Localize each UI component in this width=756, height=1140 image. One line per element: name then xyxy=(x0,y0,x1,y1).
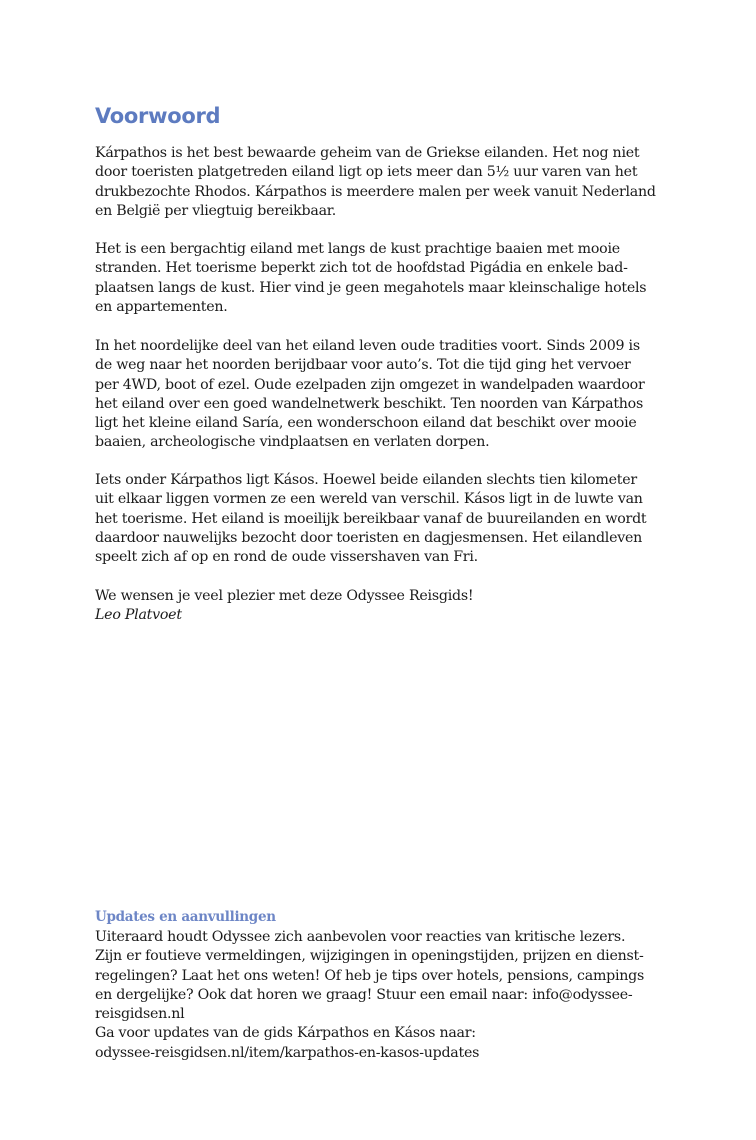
text-line: plaatsen langs de kust. Hier vind je geen megahotels maar kleinschalige hotels xyxy=(95,279,647,296)
updates-url: odyssee-reisgidsen.nl/item/karpathos-en-kasos-updates xyxy=(95,1044,480,1061)
text-line: drukbezochte Rhodos. Kárpathos is meerdere malen per week vanuit Nederland xyxy=(95,183,656,200)
text-line: en appartementen. xyxy=(95,298,228,315)
text-line: per 4WD, boot of ezel. Oude ezelpaden zijn omgezet in wandelpaden waardoor xyxy=(95,376,645,393)
updates-section xyxy=(95,928,644,1063)
text-line: het eiland over een goed wandelnetwerk beschikt. Ten noorden van Kárpathos xyxy=(95,395,644,412)
text-line: het toerisme. Het eiland is moeilijk bereikbaar vanaf de buureilanden en wordt xyxy=(95,510,647,527)
author-signature: Leo Platvoet xyxy=(95,607,182,624)
text-line: stranden. Het toerisme beperkt zich tot de hoofdstad Pigádia en enkele bad- xyxy=(95,260,628,277)
text-line: Uiteraard houdt Odyssee zich aanbevolen voor reacties van kritische lezers. xyxy=(95,929,626,945)
text-line: de weg naar het noorden berijdbaar voor auto’s. Tot die tijd ging het vervoer xyxy=(95,357,631,374)
updates-heading: Updates en aanvullingen xyxy=(95,909,276,925)
page-title: Voorwoord xyxy=(95,104,221,128)
text-line: Het is een bergachtig eiland met langs de kust prachtige baaien met mooie xyxy=(95,241,620,257)
text-line: In het noordelijke deel van het eiland leven oude tradities voort. Sinds 2009 is xyxy=(95,338,640,354)
paragraph-north xyxy=(95,337,645,453)
text-line: en België per vliegtuig bereikbaar. xyxy=(95,202,337,219)
closing-text: We wensen je veel plezier met deze Odyssee Reisgids! xyxy=(95,588,474,604)
paragraph-kasos xyxy=(95,471,646,567)
email-line-continued: reisgidsen.nl xyxy=(95,1006,185,1023)
text-line: Iets onder Kárpathos ligt Kásos. Hoewel beide eilanden slechts tien kilometer xyxy=(95,472,637,488)
text-line: baaien, archeologische vindplaatsen en verlaten dorpen. xyxy=(95,434,490,451)
text-line: daardoor nauwelijks bezocht door toeristen en dagjesmensen. Het eilandleven xyxy=(95,529,643,546)
email-line: en dergelijke? Ook dat horen we graag! Stuur een email naar: info@odyssee- xyxy=(95,986,633,1003)
paragraph-landscape xyxy=(95,240,646,317)
text-line: speelt zich af op en rond de oude vissershaven van Fri. xyxy=(95,549,478,566)
closing-block xyxy=(95,587,473,626)
text-line: Kárpathos is het best bewaarde geheim van de Griekse eilanden. Het nog niet xyxy=(95,145,640,161)
text-line: door toeristen platgetreden eiland ligt op iets meer dan 5½ uur varen van het xyxy=(95,164,638,181)
text-line: ligt het kleine eiland Saría, een wonderschoon eiland dat beschikt over mooie xyxy=(95,415,637,432)
text-line: Ga voor updates van de gids Kárpathos en Kásos naar: xyxy=(95,1025,476,1042)
text-line: regelingen? Laat het ons weten! Of heb je tips over hotels, pensions, campings xyxy=(95,967,645,984)
text-line: uit elkaar liggen vormen ze een wereld van verschil. Kásos ligt in de luwte van xyxy=(95,491,643,508)
paragraph-intro xyxy=(95,144,656,221)
text-line: Zijn er foutieve vermeldingen, wijzigingen in openingstijden, prijzen en dienst- xyxy=(95,948,644,965)
